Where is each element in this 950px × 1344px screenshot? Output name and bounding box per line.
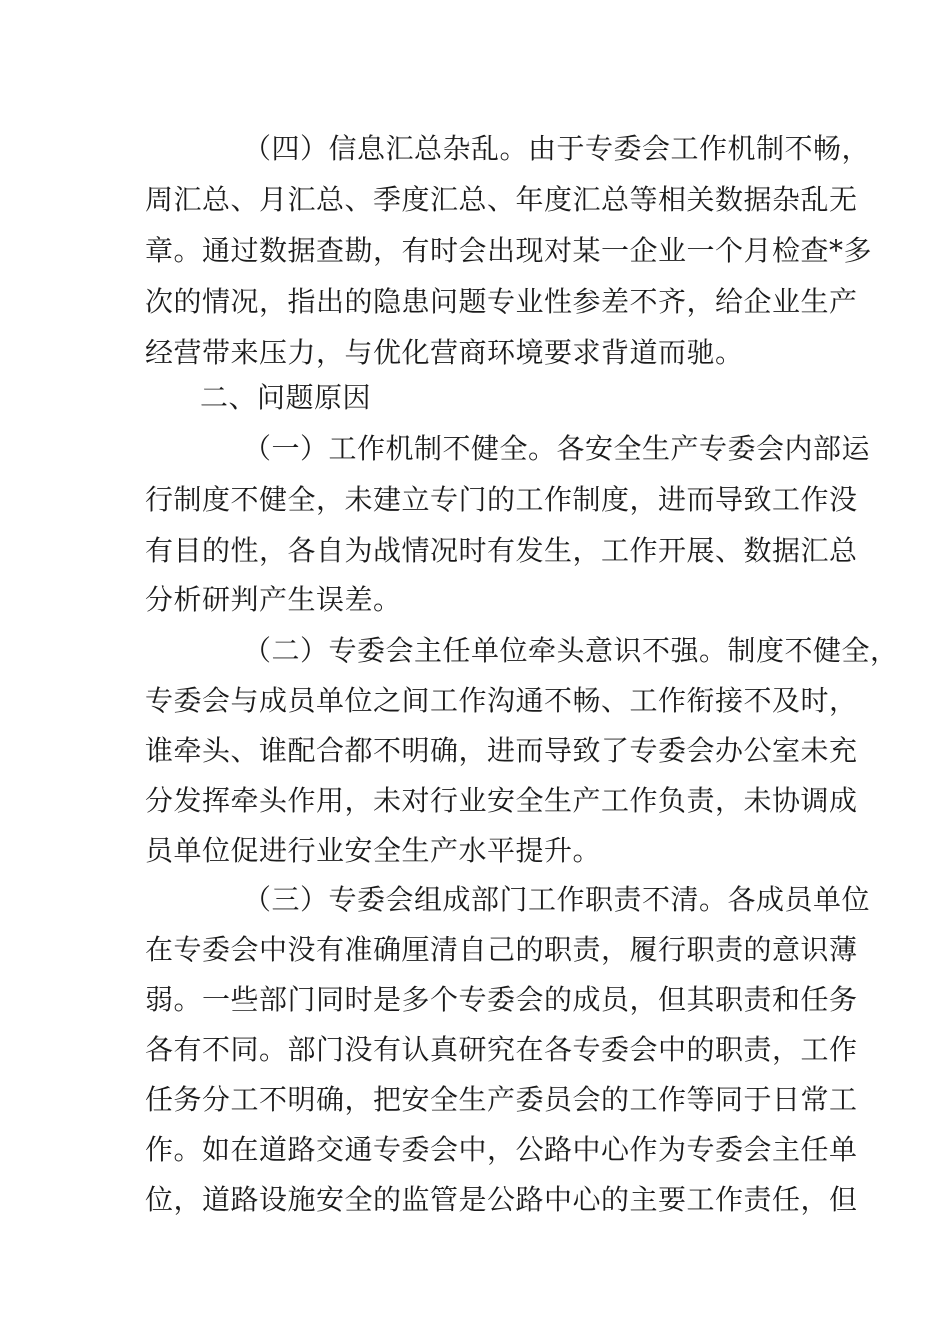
paragraph-2-line-4: 分发挥牵头作用，未对行业安全生产工作负责，未协调成: [145, 784, 858, 817]
paragraph-3-line-1: （三）专委会组成部门工作职责不清。各成员单位: [243, 883, 871, 916]
paragraph-3-line-2: 在专委会中没有准确厘清自己的职责，履行职责的意识薄: [145, 933, 858, 966]
paragraph-4-line-4: 次的情况，指出的隐患问题专业性参差不齐，给企业生产: [145, 285, 858, 318]
paragraph-3-line-6: 作。如在道路交通专委会中，公路中心作为专委会主任单: [145, 1133, 858, 1166]
paragraph-4-line-1: （四）信息汇总杂乱。由于专委会工作机制不畅，: [243, 132, 871, 165]
paragraph-1-line-3: 有目的性，各自为战情况时有发生，工作开展、数据汇总: [145, 534, 858, 567]
paragraph-2-line-3: 谁牵头、谁配合都不明确，进而导致了专委会办公室未充: [145, 734, 858, 767]
paragraph-1-line-4: 分析研判产生误差。: [145, 583, 402, 616]
paragraph-4-line-2: 周汇总、月汇总、季度汇总、年度汇总等相关数据杂乱无: [145, 183, 858, 216]
paragraph-3-line-4: 各有不同。部门没有认真研究在各专委会中的职责，工作: [145, 1033, 858, 1066]
paragraph-2-line-2: 专委会与成员单位之间工作沟通不畅、工作衔接不及时，: [145, 684, 858, 717]
paragraph-4-line-3: 章。通过数据查勘，有时会出现对某一企业一个月检查*多: [145, 234, 873, 267]
paragraph-1-line-2: 行制度不健全，未建立专门的工作制度，进而导致工作没: [145, 483, 858, 516]
paragraph-2-line-1: （二）专委会主任单位牵头意识不强。制度不健全，: [243, 634, 899, 667]
paragraph-1-line-1: （一）工作机制不健全。各安全生产专委会内部运: [243, 432, 871, 465]
paragraph-2-line-5: 员单位促进行业安全生产水平提升。: [145, 834, 602, 867]
section-heading: 二、问题原因: [200, 381, 372, 414]
paragraph-3-line-3: 弱。一些部门同时是多个专委会的成员，但其职责和任务: [145, 983, 858, 1016]
paragraph-4-line-5: 经营带来压力，与优化营商环境要求背道而驰。: [145, 336, 744, 369]
paragraph-3-line-7: 位，道路设施安全的监管是公路中心的主要工作责任，但: [145, 1183, 858, 1216]
paragraph-3-line-5: 任务分工不明确，把安全生产委员会的工作等同于日常工: [145, 1083, 858, 1116]
